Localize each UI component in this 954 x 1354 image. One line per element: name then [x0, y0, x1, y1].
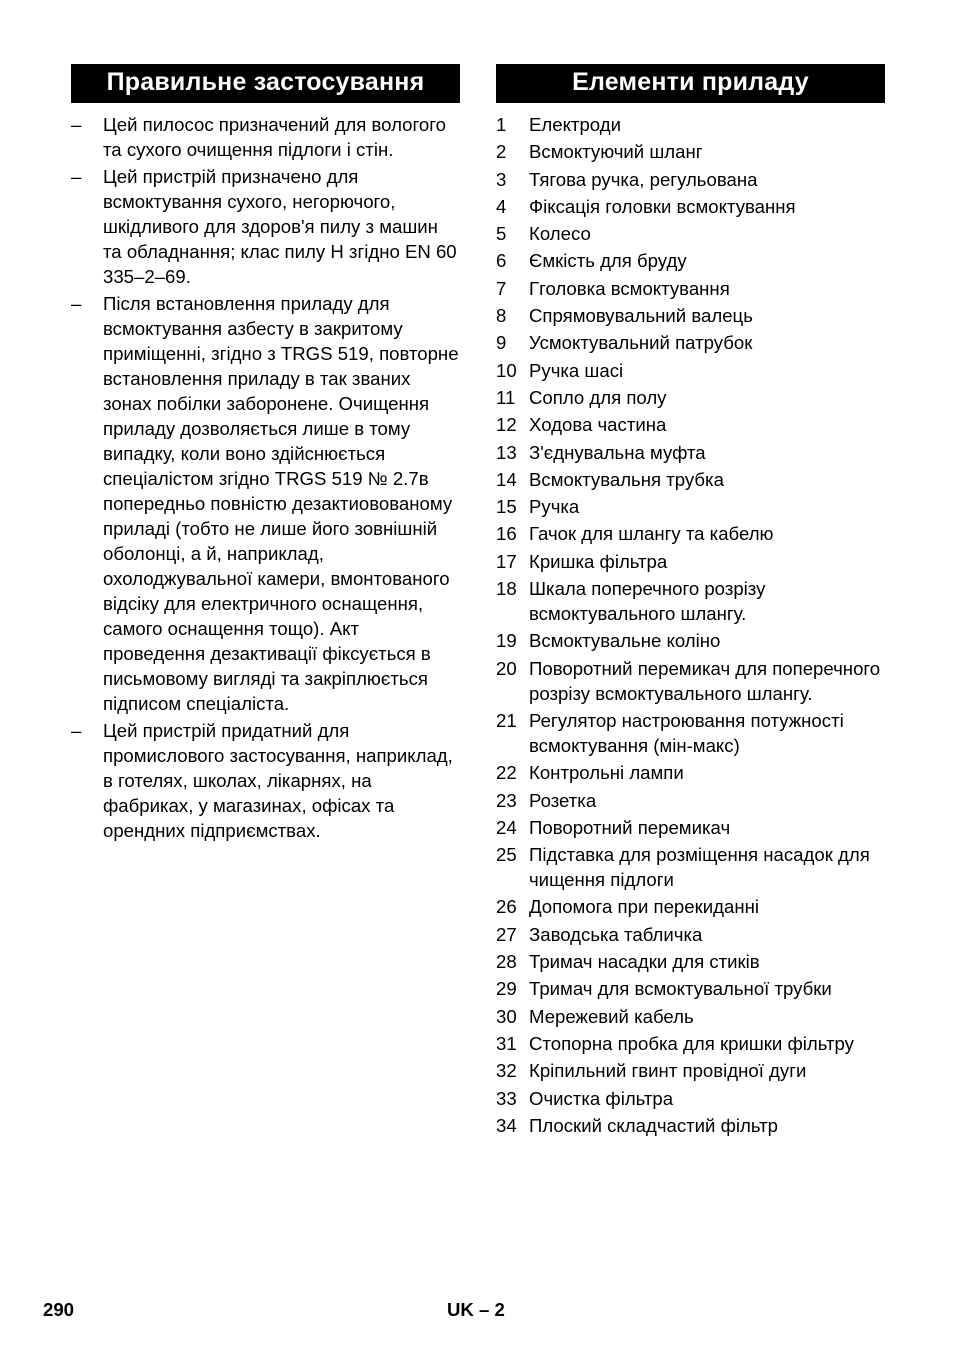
component-number: 2 — [496, 141, 507, 163]
component-label: Фіксація головки всмоктування — [529, 195, 796, 217]
component-number: 8 — [496, 305, 507, 327]
component-number: 30 — [496, 1005, 517, 1027]
component-item — [496, 1031, 885, 1056]
component-item — [496, 576, 885, 626]
component-number: 33 — [496, 1087, 517, 1109]
component-label: З'єднувальна муфта — [529, 441, 706, 463]
bullet-dash: – — [71, 720, 82, 741]
component-label: Гачок для шлангу та кабелю — [529, 523, 774, 545]
component-item — [496, 1058, 885, 1083]
component-label: Всмоктуючий шланг — [529, 141, 703, 163]
component-label: Підставка для розміщення насадок для чищення підлоги — [529, 844, 870, 891]
component-number: 18 — [496, 578, 517, 600]
component-number: 6 — [496, 250, 507, 272]
component-label: Шкала поперечного розрізу всмоктувального шлангу. — [529, 578, 766, 625]
component-label: Всмоктувальне коліно — [529, 630, 721, 652]
component-item — [496, 276, 885, 301]
component-item — [496, 412, 885, 437]
component-item — [496, 549, 885, 574]
component-number: 24 — [496, 816, 517, 838]
bullet-text: Цей пристрій придатний для промислового застосування, наприклад, в готелях, школах, лікарнях, на фабриках, у магазинах, офісах та орендних підприємствах. — [103, 720, 453, 841]
component-label: Спрямовувальний валець — [529, 305, 753, 327]
component-number: 20 — [496, 657, 517, 679]
component-label: Мережевий кабель — [529, 1005, 694, 1027]
component-label: Усмоктувальний патрубок — [529, 332, 753, 354]
component-item — [496, 628, 885, 653]
component-number: 28 — [496, 951, 517, 973]
component-number: 31 — [496, 1032, 517, 1054]
component-item — [496, 358, 885, 383]
component-label: Тримач для всмоктувальної трубки — [529, 978, 832, 1000]
component-label: Кріпильний гвинт провідної дуги — [529, 1060, 807, 1082]
component-item — [496, 494, 885, 519]
component-item — [496, 1113, 885, 1138]
component-label: Тягова ручка, регульована — [529, 168, 758, 190]
component-label: Гголовка всмоктування — [529, 277, 730, 299]
component-item — [496, 894, 885, 919]
component-item — [496, 976, 885, 1001]
component-label: Поворотний перемикач для поперечного розрізу всмоктувального шлангу. — [529, 657, 881, 704]
component-label: Всмоктувальня трубка — [529, 468, 724, 490]
bullet-item — [71, 718, 460, 843]
bullet-dash: – — [71, 166, 82, 187]
component-item — [496, 139, 885, 164]
page-number: 290 — [43, 1299, 75, 1320]
device-elements-list — [496, 112, 885, 1138]
device-elements-section — [496, 64, 885, 1140]
component-number: 16 — [496, 523, 517, 545]
component-item — [496, 385, 885, 410]
bullet-item — [71, 291, 460, 716]
component-item — [496, 842, 885, 892]
component-number: 7 — [496, 277, 507, 299]
component-item — [496, 112, 885, 137]
component-label: Кришка фільтра — [529, 550, 668, 572]
component-label: Ручка шасі — [529, 359, 624, 381]
component-item — [496, 467, 885, 492]
bullet-text: Після встановлення приладу для всмоктування азбесту в закритому приміщенні, згідно з TRGS 519, повторне встановлення приладу в так званих зонах побілки заборонене. Очищення приладу дозволяється лише в тому випадку, коли воно здійснюється спеціалістом згідно TRGS 519 № 2.7в попередньо повністю дезактиовованому приладі (тобто не лише його зовнішній оболонці, а й, наприклад, охолоджувальної камери, вмонтованого відсіку для електричного оснащення, самого оснащення тощо). Акт проведення дезактивації фіксується в письмовому вигляді та закріплюється підписом спеціаліста. — [103, 293, 459, 714]
bullet-dash: – — [71, 114, 82, 135]
component-label: Стопорна пробка для кришки фільтру — [529, 1032, 854, 1054]
component-label: Допомога при перекиданні — [529, 896, 759, 918]
component-number: 34 — [496, 1114, 517, 1136]
component-number: 14 — [496, 468, 517, 490]
component-number: 9 — [496, 332, 507, 354]
component-item — [496, 760, 885, 785]
component-item — [496, 708, 885, 758]
intended-use-section — [71, 64, 460, 845]
section-title-device-elements: Елементи приладу — [496, 64, 885, 103]
bullet-text: Цей пилосос призначений для вологого та сухого очищення підлоги і стін. — [103, 114, 446, 160]
component-item — [496, 167, 885, 192]
bullet-dash: – — [71, 293, 82, 314]
component-item — [496, 194, 885, 219]
component-label: Ручка — [529, 496, 580, 518]
component-item — [496, 330, 885, 355]
component-item — [496, 1004, 885, 1029]
component-label: Сопло для полу — [529, 386, 667, 408]
component-item — [496, 815, 885, 840]
component-item — [496, 221, 885, 246]
component-number: 1 — [496, 114, 507, 135]
component-item — [496, 303, 885, 328]
component-number: 23 — [496, 789, 517, 811]
section-title-intended-use: Правильне застосування — [71, 64, 460, 103]
component-number: 29 — [496, 978, 517, 1000]
component-number: 26 — [496, 896, 517, 918]
component-number: 11 — [496, 386, 516, 408]
component-item — [496, 922, 885, 947]
component-number: 21 — [496, 709, 517, 731]
component-label: Тримач насадки для стиків — [529, 951, 760, 973]
component-number: 25 — [496, 844, 517, 866]
language-page-label: UK – 2 — [447, 1299, 505, 1320]
component-item — [496, 248, 885, 273]
component-number: 19 — [496, 630, 517, 652]
component-label: Плоский складчастий фільтр — [529, 1114, 778, 1136]
component-number: 22 — [496, 762, 517, 784]
component-item — [496, 949, 885, 974]
component-label: Електроди — [529, 114, 621, 135]
component-label: Очистка фільтра — [529, 1087, 674, 1109]
component-item — [496, 656, 885, 706]
component-number: 12 — [496, 414, 517, 436]
component-number: 3 — [496, 168, 507, 190]
bullet-item — [71, 164, 460, 289]
component-number: 5 — [496, 223, 507, 245]
component-number: 13 — [496, 441, 517, 463]
component-number: 17 — [496, 550, 517, 572]
component-label: Регулятор настроювання потужності всмоктування (мін-макс) — [529, 709, 844, 756]
component-number: 27 — [496, 923, 517, 945]
component-label: Колесо — [529, 223, 591, 245]
component-label: Заводська табличка — [529, 923, 703, 945]
component-item — [496, 440, 885, 465]
component-label: Ємкість для бруду — [529, 250, 687, 272]
component-label: Ходова частина — [529, 414, 667, 436]
bullet-text: Цей пристрій призначено для всмоктування сухого, негорючого, шкідливого для здоров'я пилу з машин та обладнання; клас пилу H згідно EN 60 335–2–69. — [103, 166, 457, 287]
component-label: Розетка — [529, 789, 597, 811]
component-number: 10 — [496, 359, 517, 381]
component-number: 15 — [496, 496, 517, 518]
component-label: Контрольні лампи — [529, 762, 684, 784]
component-number: 4 — [496, 195, 507, 217]
intended-use-list — [71, 112, 460, 843]
component-item — [496, 788, 885, 813]
component-item — [496, 521, 885, 546]
component-label: Поворотний перемикач — [529, 816, 731, 838]
component-item — [496, 1086, 885, 1111]
bullet-item — [71, 112, 460, 162]
component-number: 32 — [496, 1060, 517, 1082]
